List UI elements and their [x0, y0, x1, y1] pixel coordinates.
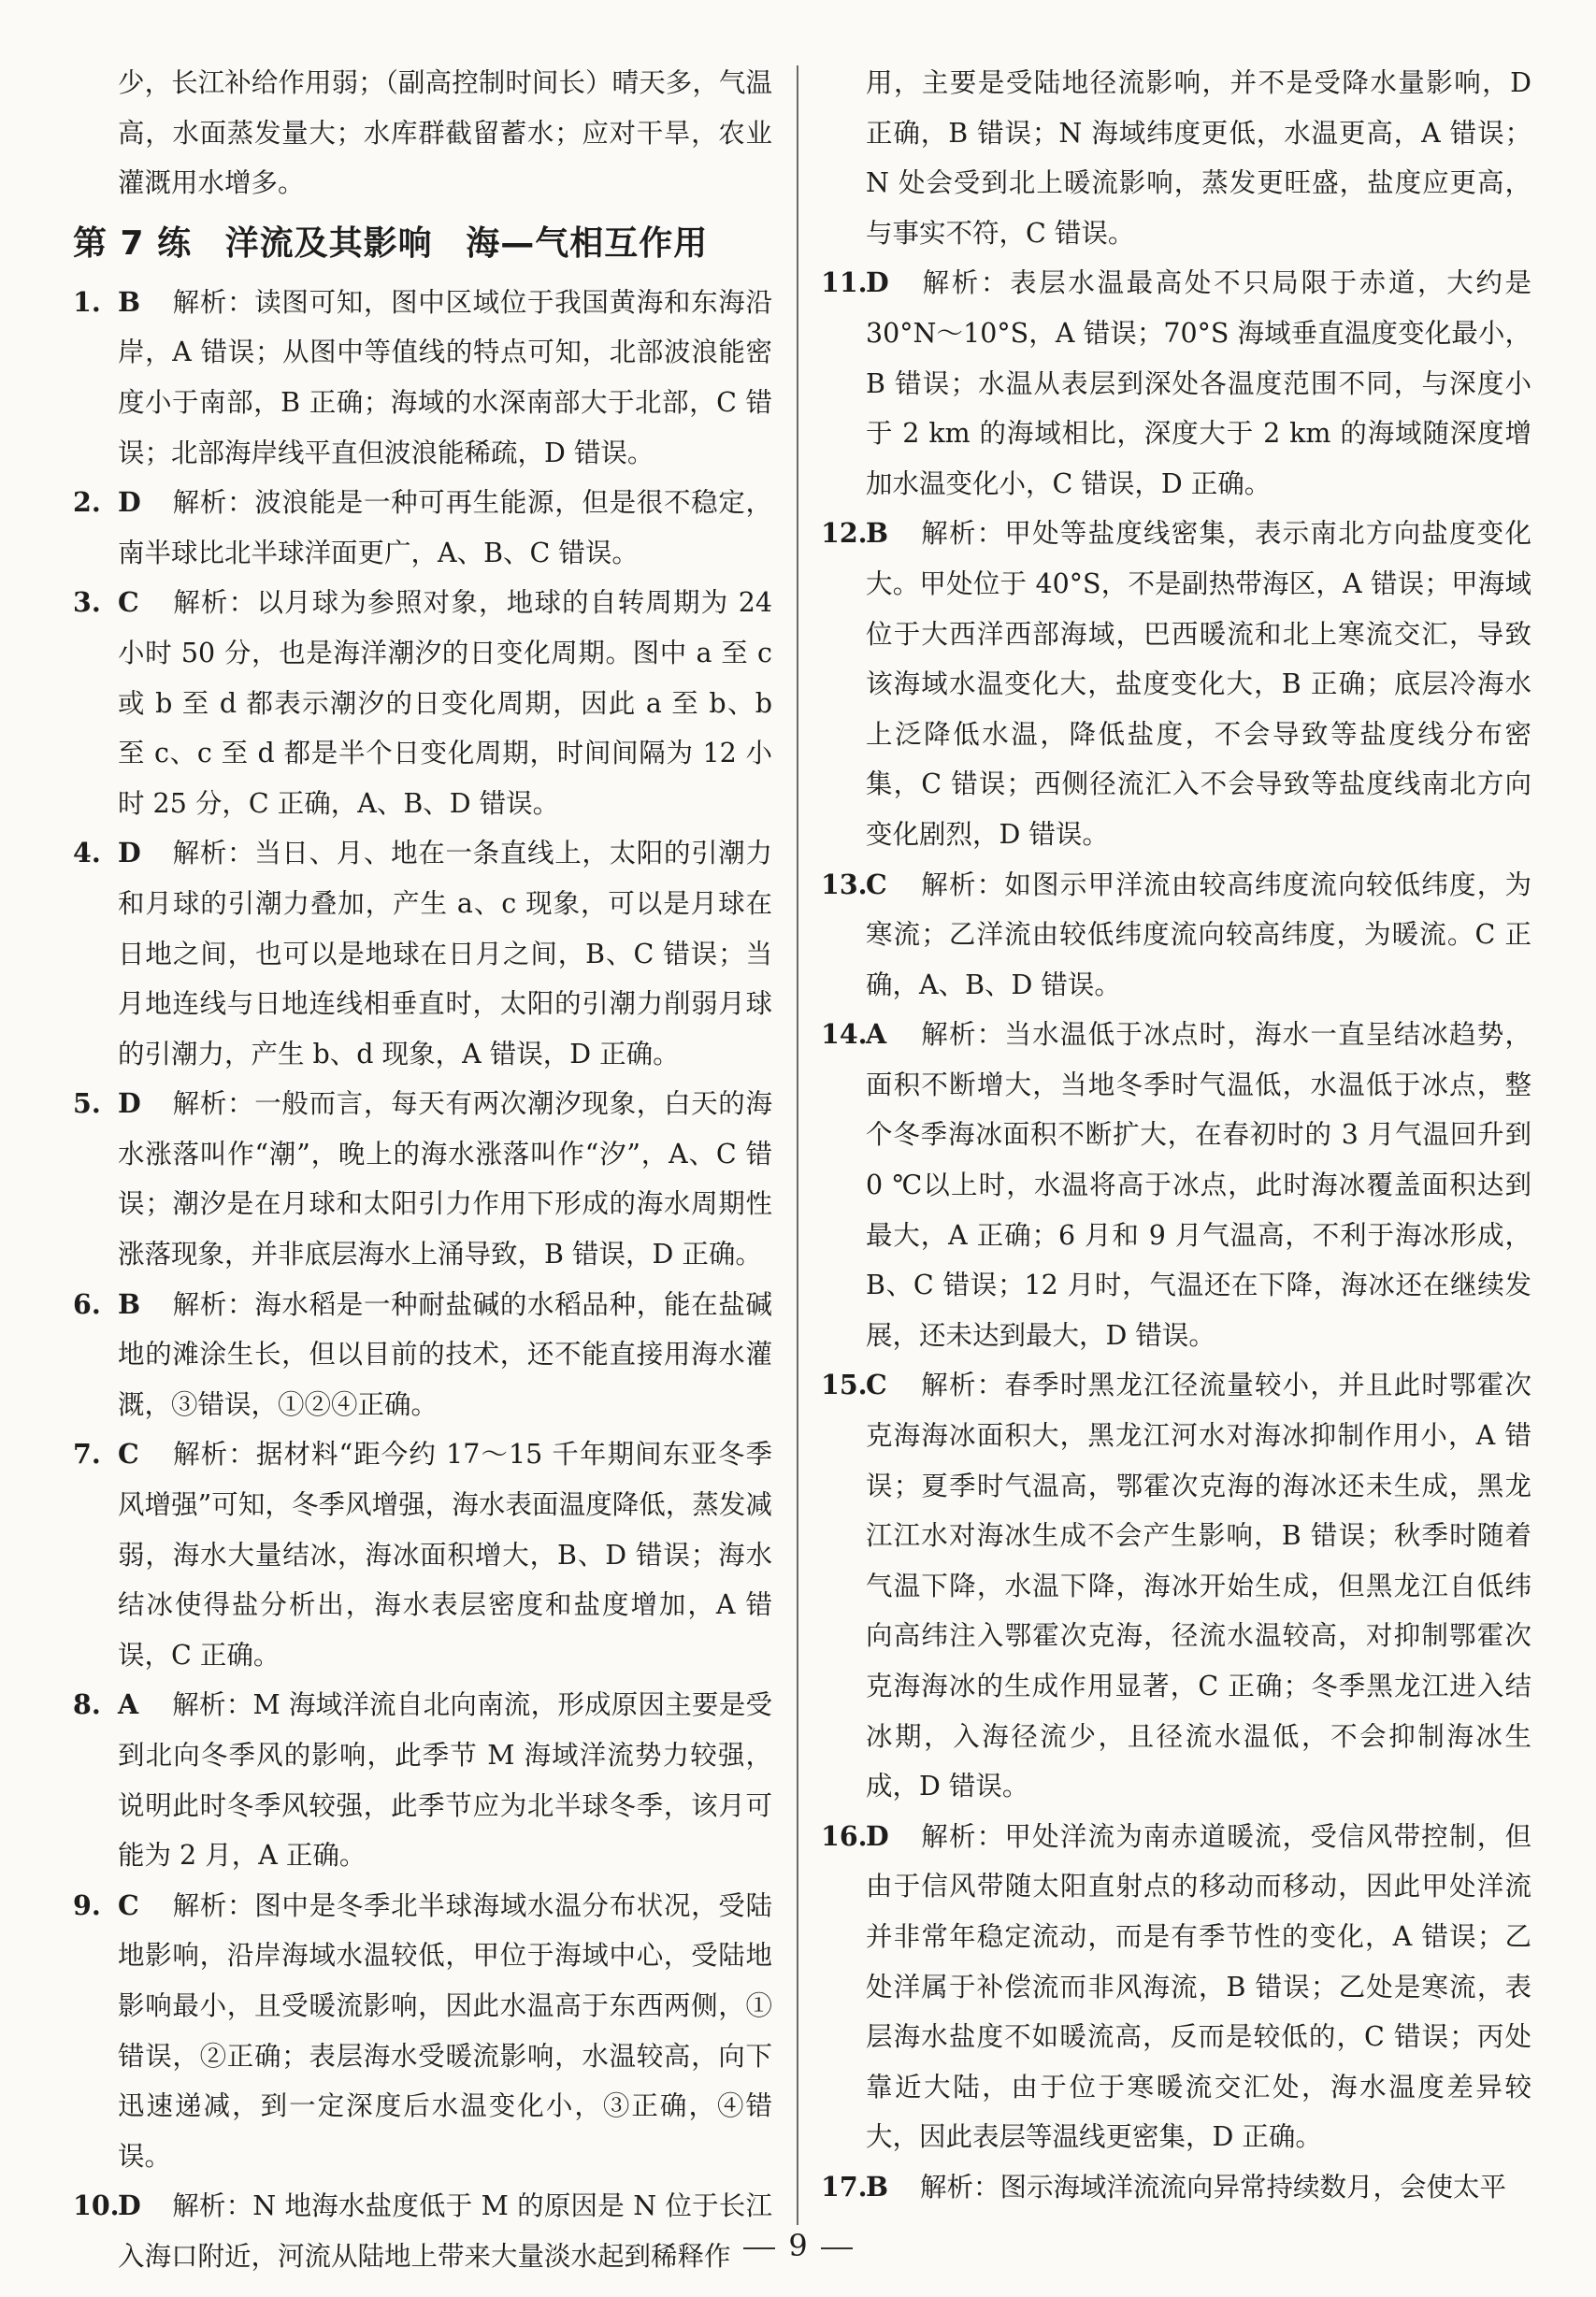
explanation-text: 解析：据材料“距今约 17～15 千年期间东亚冬季风增强”可知，冬季风增强，海水表面温度降低，蒸发减弱，海水大量结冰，海冰面积增大，B、D 错误；海水结冰使得盐分析出，海水表层密度和盐度增加，A 错误，C 正确。: [118, 1439, 772, 1671]
explanation-text: 解析：N 地海水盐度低于 M 的原因是 N 位于长江入海口附近，河流从陆地上带来大量淡水起到稀释作: [118, 2190, 772, 2272]
answer-item: [73, 278, 772, 478]
column-divider: [797, 65, 798, 2225]
question-number: 16.: [821, 1819, 868, 1852]
explanation-text: 解析：当水温低于冰点时，海水一直呈结冰趋势，面积不断增大，当地冬季时气温低，水温低于冰点，整个冬季海冰面积不断扩大，在春初时的 3 月气温回升到 0 ℃以上时，水温将高于冰点，此时海冰覆盖面积达到最大，A 正确；6 月和 9 月气温高，不利于海冰形成，B、C 错误；12 月时，气温还在下降，海冰还在继续发展，还未达到最大，D 错误。: [866, 1019, 1531, 1351]
page-footer: [0, 2227, 1596, 2264]
explanation-text: 解析：读图可知，图中区域位于我国黄海和东海沿岸，A 错误；从图中等值线的特点可知，北部波浪能密度小于南部，B 正确；海域的水深南部大于北部，C 错误；北部海岸线平直但波浪能稀疏，D 错误。: [118, 286, 772, 468]
explanation-text: 解析：如图示甲洋流由较高纬度流向较低纬度，为寒流；乙洋流由较低纬度流向较高纬度，为暖流。C 正确，A、B、D 错误。: [866, 869, 1531, 1000]
answer-letter: C: [118, 1438, 139, 1471]
continued-paragraph: 用，主要是受陆地径流影响，并不是受降水量影响，D 正确，B 错误；N 海域纬度更低，水温更高，A 错误；N 处会受到北上暖流影响，蒸发更旺盛，盐度应更高，与事实不符，C 错误。: [866, 67, 1531, 249]
answer-list-right: [821, 258, 1531, 2212]
explanation-text: 解析：图示海域洋流流向异常持续数月，会使太平: [920, 2171, 1507, 2203]
answer-item: [821, 2162, 1531, 2213]
left-column: [73, 58, 772, 2282]
answer-item: [73, 1881, 772, 2182]
answer-item: [821, 1010, 1531, 1360]
answer-letter: B: [118, 1287, 141, 1320]
answer-letter: D: [866, 266, 889, 299]
answer-letter: B: [866, 517, 889, 550]
answer-letter: A: [866, 1018, 887, 1051]
question-number: 5.: [73, 1087, 101, 1120]
section-number: 第 7 练: [73, 223, 193, 263]
explanation-text: 解析：表层水温最高处不只局限于赤道，大约是 30°N～10°S，A 错误；70°S 海域垂直温度变化最小，B 错误；水温从表层到深处各温度范围不同，与深度小于 2 km 的海域相比，深度大于 2 km 的海域随深度增加水温变化小，C 错误，D 正确。: [866, 267, 1531, 499]
answer-item: [73, 828, 772, 1079]
answer-letter: C: [866, 1369, 887, 1401]
continued-paragraph: 少，长江补给作用弱；（副高控制时间长）晴天多，气温高，水面蒸发量大；水库群截留蓄水；应对干旱，农业灌溉用水增多。: [118, 67, 772, 199]
section-subtopic: 海—气相互作用: [466, 223, 709, 263]
question-number: 10.: [73, 2189, 120, 2222]
question-number: 15.: [821, 1369, 868, 1401]
answer-item: [73, 1429, 772, 1680]
explanation-text: 解析：M 海域洋流自北向南流，形成原因主要是受到北向冬季风的影响，此季节 M 海域洋流势力较强，说明此时冬季风较强，此季节应为北半球冬季，该月可能为 2 月，A 正确。: [118, 1689, 772, 1872]
question-number: 14.: [821, 1018, 868, 1051]
right-column: [821, 58, 1531, 2213]
question-number: 1.: [73, 285, 101, 318]
question-number: 8.: [73, 1688, 101, 1721]
explanation-text: 解析：甲处洋流为南赤道暖流，受信风带控制，但由于信风带随太阳直射点的移动而移动，因此甲处洋流并非常年稳定流动，而是有季节性的变化，A 错误；乙处洋属于补偿流而非风海流，B 错误；乙处是寒流，表层海水盐度不如暖流高，反而是较低的，C 错误；丙处靠近大陆，由于位于寒暖流交汇处，海水温度差异较大，因此表层等温线更密集，D 正确。: [866, 1820, 1531, 2153]
explanation-text: 解析：以月球为参照对象，地球的自转周期为 24 小时 50 分，也是海洋潮汐的日变化周期。图中 a 至 c 或 b 至 d 都表示潮汐的日变化周期，因此 a 至 b、b 至 c、c 至 d 都是半个日变化周期，时间间隔为 12 小时 25 分，C 正确，A、B、D 错误。: [118, 587, 772, 819]
answer-letter: B: [118, 285, 141, 318]
answer-letter: A: [118, 1688, 139, 1721]
explanation-text: 解析：甲处等盐度线密集，表示南北方向盐度变化大。甲处位于 40°S，不是副热带海区，A 错误；甲海域位于大西洋西部海域，巴西暖流和北上寒流交汇，导致该海域水温变化大，盐度变化大，B 正确；底层冷海水上泛降低水温，降低盐度，不会导致等盐度线分布密集，C 错误；西侧径流汇入不会导致等盐度线南北方向变化剧烈，D 错误。: [866, 518, 1531, 850]
answer-item: [821, 258, 1531, 509]
page-number: 9: [788, 2228, 808, 2263]
question-number: 13.: [821, 868, 868, 900]
question-number: 11.: [821, 266, 868, 299]
question-number: 17.: [821, 2170, 868, 2203]
question-number: 12.: [821, 517, 868, 550]
explanation-text: 解析：一般而言，每天有两次潮汐现象，白天的海水涨落叫作“潮”，晚上的海水涨落叫作“汐”，A、C 错误；潮汐是在月球和太阳引力作用下形成的海水周期性涨落现象，并非底层海水上涌导致，B 错误，D 正确。: [118, 1088, 772, 1271]
answer-letter: B: [866, 2170, 889, 2203]
question-number: 7.: [73, 1438, 101, 1471]
footer-dash-left: [743, 2247, 775, 2249]
explanation-text: 解析：春季时黑龙江径流量较小，并且此时鄂霍次克海海冰面积大，黑龙江河水对海冰抑制作用小，A 错误；夏季时气温高，鄂霍次克海的海冰还未生成，黑龙江江水对海冰生成不会产生影响，B 错误；秋季时随着气温下降，水温下降，海冰开始生成，但黑龙江自低纬向高纬注入鄂霍次克海，径流水温较高，对抑制鄂霍次克海海冰的生成作用显著，C 正确；冬季黑龙江进入结冰期，入海径流少，且径流水温低，不会抑制海冰生成，D 错误。: [866, 1370, 1531, 1802]
answer-list-left: [73, 278, 772, 2282]
footer-dash-right: [821, 2247, 853, 2249]
answer-letter: D: [118, 1087, 141, 1120]
answer-letter: C: [866, 868, 887, 900]
answer-item: [73, 1280, 772, 1430]
explanation-text: 解析：当日、月、地在一条直线上，太阳的引潮力和月球的引潮力叠加，产生 a、c 现象，可以是月球在日地之间，也可以是地球在日月之间，B、C 错误；当月地连线与日地连线相垂直时，太阳的引潮力削弱月球的引潮力，产生 b、d 现象，A 错误，D 正确。: [118, 838, 772, 1070]
answer-item: [73, 578, 772, 828]
answer-item: [73, 1079, 772, 1279]
answer-letter: D: [118, 2189, 141, 2222]
answer-item: [73, 1680, 772, 1880]
answer-letter: C: [118, 1888, 139, 1921]
question-number: 2.: [73, 486, 101, 519]
answer-item: [821, 509, 1531, 859]
explanation-text: 解析：海水稻是一种耐盐碱的水稻品种，能在盐碱地的滩涂生长，但以目前的技术，还不能直接用海水灌溉，③错误，①②④正确。: [118, 1288, 772, 1420]
answer-letter: D: [866, 1819, 889, 1852]
explanation-text: 解析：波浪能是一种可再生能源，但是很不稳定，南半球比北半球洋面更广，A、B、C 错误。: [118, 487, 772, 568]
section-topic: 洋流及其影响: [224, 223, 433, 263]
answer-item: [821, 860, 1531, 1011]
question-number: 3.: [73, 586, 101, 619]
answer-letter: D: [118, 837, 141, 869]
explanation-text: 解析：图中是冬季北半球海域水温分布状况，受陆地影响，沿岸海域水温较低，甲位于海域中心，受陆地影响最小，且受暖流影响，因此水温高于东西两侧，①错误，②正确；表层海水受暖流影响，水温较高，向下迅速递减，到一定深度后水温变化小，③正确，④错误。: [118, 1889, 772, 2172]
answer-letter: C: [118, 586, 139, 619]
answer-item: [73, 478, 772, 578]
section-heading: [73, 216, 772, 272]
answer-letter: D: [118, 486, 141, 519]
question-number: 6.: [73, 1287, 101, 1320]
question-number: 4.: [73, 837, 101, 869]
answer-item: [821, 1360, 1531, 1811]
answer-item: [821, 1812, 1531, 2162]
question-number: 9.: [73, 1888, 101, 1921]
